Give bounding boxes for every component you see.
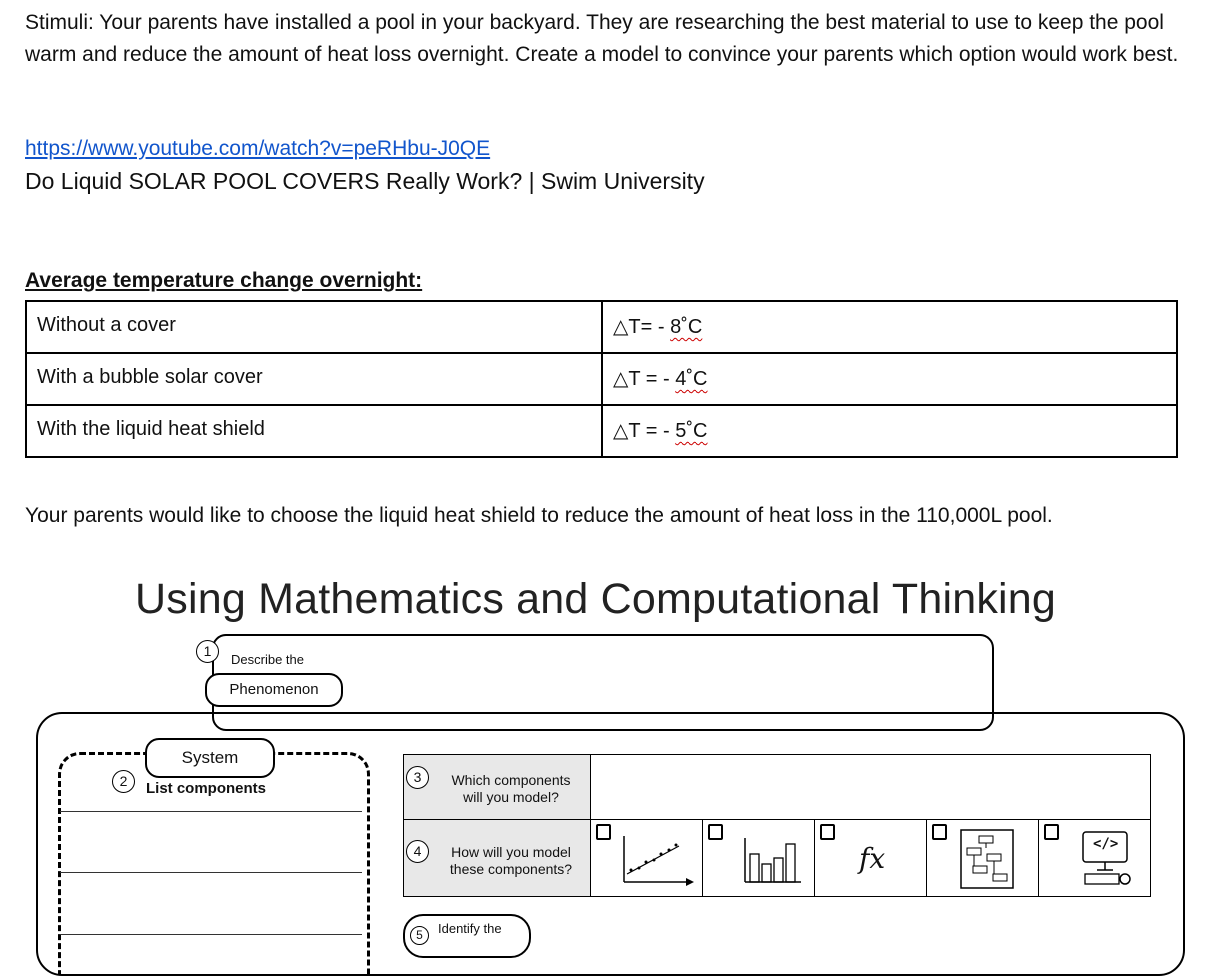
step-3-line1: Which components: [451, 772, 571, 788]
row-value: [602, 301, 1177, 353]
phenomenon-pill: Phenomenon: [205, 673, 343, 707]
step-5-number: 5: [410, 926, 429, 945]
parents-text: Your parents would like to choose the liquid heat shield to reduce the amount of heat loss in the 110,000L pool.: [25, 504, 1053, 527]
step-1-label: Describe the: [231, 652, 304, 667]
step-4-line2: these components?: [449, 861, 573, 877]
code-label: </>: [1093, 836, 1119, 852]
step-3-cell: [403, 754, 591, 820]
option-bar-graph[interactable]: [702, 819, 815, 897]
temperature-table: [25, 300, 1178, 458]
table-row: [26, 301, 1177, 353]
step-4-cell: [403, 819, 591, 897]
row-value: [602, 405, 1177, 457]
step-2-number: 2: [112, 770, 135, 793]
step-3-line2: will you model?: [463, 789, 559, 805]
function-fx-icon: fx: [859, 842, 886, 875]
step-4-number: 4: [406, 840, 429, 863]
flowchart-icon: [927, 820, 1040, 898]
components-answer-cell[interactable]: [590, 754, 1151, 820]
delta-prefix: △T= -: [613, 316, 671, 338]
row-label: With a bubble solar cover: [26, 353, 602, 405]
delta-prefix: △T = -: [613, 368, 676, 390]
table-row: [26, 353, 1177, 405]
row-label: Without a cover: [26, 301, 602, 353]
delta-prefix: △T = -: [613, 420, 676, 442]
video-link[interactable]: https://www.youtube.com/watch?v=peRHbu-J0QE: [25, 137, 491, 160]
step-4-line1: How will you model: [451, 844, 571, 860]
table-title: Average temperature change overnight:: [25, 269, 423, 292]
delta-value: 4˚C: [675, 368, 708, 390]
option-function[interactable]: [814, 819, 927, 897]
delta-value: 8˚C: [670, 316, 703, 338]
component-line[interactable]: [60, 811, 362, 812]
bar-graph-icon: [703, 820, 816, 898]
table-row: [26, 405, 1177, 457]
organizer-heading: Using Mathematics and Computational Thinking: [135, 575, 1057, 623]
option-graph[interactable]: [590, 819, 703, 897]
scatter-graph-icon: [591, 820, 704, 898]
component-line[interactable]: [60, 872, 362, 873]
step-5-label: Identify the: [438, 921, 502, 936]
system-pill: System: [145, 738, 275, 778]
video-title: Do Liquid SOLAR POOL COVERS Really Work? | Swim University: [25, 168, 705, 194]
component-line[interactable]: [60, 934, 362, 935]
option-flowchart[interactable]: [926, 819, 1039, 897]
option-code[interactable]: [1038, 819, 1151, 897]
step-2-label: List components: [146, 780, 267, 797]
code-computer-icon: [1039, 820, 1152, 898]
step-1-number: 1: [196, 640, 219, 663]
step-3-number: 3: [406, 766, 429, 789]
delta-value: 5˚C: [675, 420, 708, 442]
checkbox[interactable]: [820, 824, 835, 840]
row-value: [602, 353, 1177, 405]
row-label: With the liquid heat shield: [26, 405, 602, 457]
stimuli-text: Stimuli: Your parents have installed a pool in your backyard. They are researching the best material to use to keep the pool warm and reduce the amount of heat loss overnight. Create a model to convince your parents which option would work best.: [25, 11, 1179, 66]
